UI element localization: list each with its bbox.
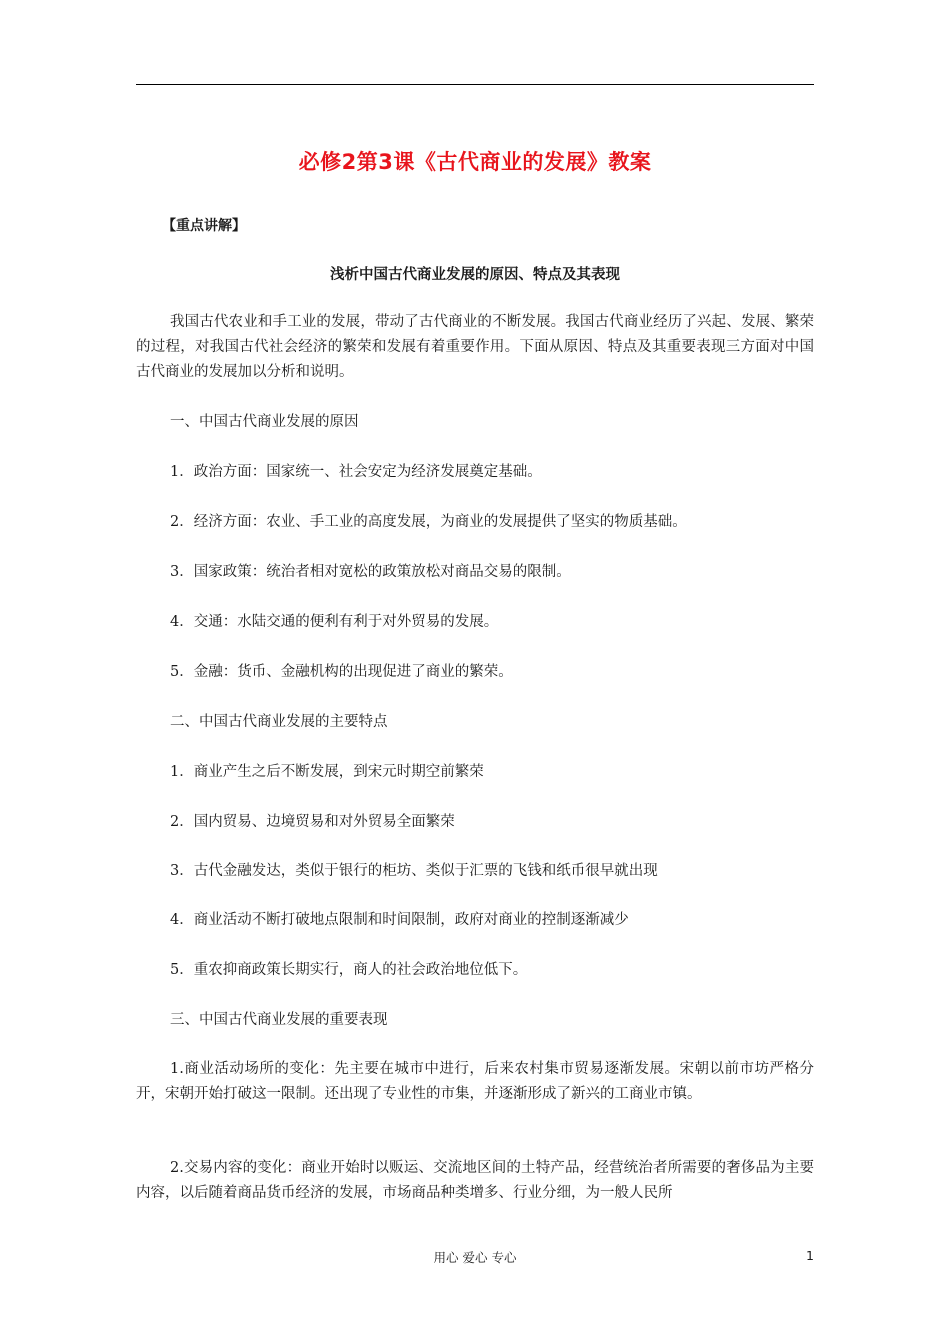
section-label: 【重点讲解】 <box>162 218 246 234</box>
part2-item: 1．商业产生之后不断发展，到宋元时期空前繁荣 <box>170 764 484 780</box>
part2-item: 4．商业活动不断打破地点限制和时间限制，政府对商业的控制逐渐减少 <box>170 912 629 928</box>
header-rule <box>136 84 814 85</box>
part3-item: 1.商业活动场所的变化：先主要在城市中进行，后来农村集市贸易逐渐发展。宋朝以前市坊严格分开，宋朝开始打破这一限制。还出现了专业性的市集，并逐渐形成了新兴的工商业市镇。 <box>136 1061 814 1102</box>
page-title: 必修2第3课《古代商业的发展》教案 <box>298 150 652 174</box>
part3-heading: 三、中国古代商业发展的重要表现 <box>170 1012 388 1028</box>
article-subtitle: 浅析中国古代商业发展的原因、特点及其表现 <box>330 267 620 283</box>
part2-item: 5．重农抑商政策长期实行，商人的社会政治地位低下。 <box>170 962 528 978</box>
part1-item: 2．经济方面：农业、手工业的高度发展，为商业的发展提供了坚实的物质基础。 <box>170 514 687 530</box>
part3-item: 2.交易内容的变化：商业开始时以贩运、交流地区间的土特产品，经营统治者所需要的奢侈品为主要内容，以后随着商品货币经济的发展，市场商品种类增多、行业分细，为一般人民所 <box>136 1160 814 1201</box>
intro-paragraph: 我国古代农业和手工业的发展，带动了古代商业的不断发展。我国古代商业经历了兴起、发展、繁荣的过程，对我国古代社会经济的繁荣和发展有着重要作用。下面从原因、特点及其重要表现三方面对中国古代商业的发展加以分析和说明。 <box>136 314 814 380</box>
part1-item: 5．金融：货币、金融机构的出现促进了商业的繁荣。 <box>170 664 513 680</box>
part1-heading: 一、中国古代商业发展的原因 <box>170 414 359 430</box>
footer-motto: 用心 爱心 专心 <box>433 1250 517 1265</box>
part2-heading: 二、中国古代商业发展的主要特点 <box>170 714 388 730</box>
part2-item: 3．古代金融发达，类似于银行的柜坊、类似于汇票的飞钱和纸币很早就出现 <box>170 863 658 879</box>
part1-item: 1．政治方面：国家统一、社会安定为经济发展奠定基础。 <box>170 464 542 480</box>
part2-item: 2．国内贸易、边境贸易和对外贸易全面繁荣 <box>170 814 455 830</box>
page-number: 1 <box>806 1248 814 1263</box>
part1-item: 4．交通：水陆交通的便利有利于对外贸易的发展。 <box>170 614 499 630</box>
part1-item: 3．国家政策：统治者相对宽松的政策放松对商品交易的限制。 <box>170 564 571 580</box>
